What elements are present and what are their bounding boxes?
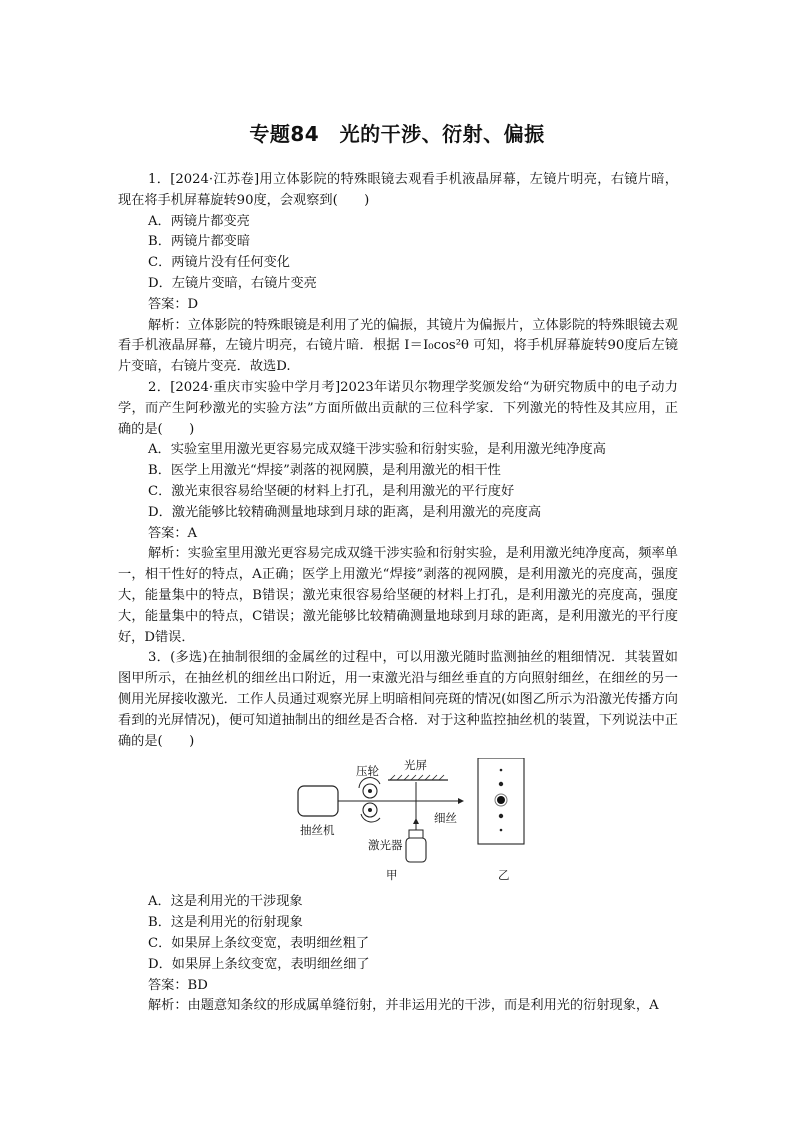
q1-option-d: D．左镜片变暗，右镜片变亮 xyxy=(148,275,317,291)
q3-analysis: 解析：由题意知条纹的形成属单缝衍射，并非运用光的干涉，而是利用光的衍射现象，A xyxy=(148,998,659,1014)
laser-device-shape xyxy=(406,838,426,862)
page-title: 专题84 光的干涉、衍射、偏振 xyxy=(249,122,545,146)
document-body xyxy=(118,170,678,1017)
q1-analysis: 解析：立体影院的特殊眼镜是利用了光的偏振，其镜片为偏振片，立体影院的特殊眼镜去观看手机液晶屏幕，左镜片明亮，右镜片暗．根据 I＝I₀cos²θ 可知，将手机屏幕旋转90度后左镜片变暗，右镜片变亮．故选D. xyxy=(118,317,678,375)
figure-a-caption: 甲 xyxy=(386,868,398,883)
q3-answer: 答案：BD xyxy=(148,977,208,993)
q2-option-b: B．医学上用激光“焊接”剥落的视网膜，是利用激光的相干性 xyxy=(148,463,501,479)
question-3-stem: 3．(多选)在抽制很细的金属丝的过程中，可以用激光随时监测抽丝的粗细情况．其装置如图甲所示，在抽丝机的细丝出口附近，用一束激光沿与细丝垂直的方向照射细丝，在细丝的另一侧用光屏接收激光．工作人员通过观察光屏上明暗相间亮斑的情况(如图乙所示为沿激光传播方向看到的光屏情况)，便可知道抽制出的细丝是否合格．对于这种监控抽丝机的装置，下列说法中正确的是( ) xyxy=(118,650,678,749)
drawing-machine-label: 抽丝机 xyxy=(300,823,335,838)
q3-option-b: B．这是利用光的衍射现象 xyxy=(148,915,303,931)
q2-answer: 答案：A xyxy=(148,525,198,541)
question-2-stem: 2．[2024·重庆市实验中学月考]2023年诺贝尔物理学奖颁发给“为研究物质中的电子动力学，而产生阿秒激光的实验方法”方面所做出贡献的三位科学家．下列激光的特性及其应用，正确的是( ) xyxy=(118,379,678,437)
figure-b-caption: 乙 xyxy=(498,868,510,883)
thin-wire-label: 细丝 xyxy=(434,811,457,826)
q2-option-a: A．实验室里用激光更容易完成双缝干涉实验和衍射实验，是利用激光纯净度高 xyxy=(148,442,606,458)
laser-label: 激光器 xyxy=(368,838,403,853)
drawing-machine-shape xyxy=(298,786,338,816)
press-wheel-label: 压轮 xyxy=(356,764,379,779)
q2-analysis: 解析：实验室里用激光更容易完成双缝干涉实验和衍射实验，是利用激光纯净度高，频率单一，相干性好的特点，A正确；医学上用激光“焊接”剥落的视网膜，是利用激光的亮度高，强度大，能量集中的特点，B错误；激光束很容易给坚硬的材料上打孔，是利用激光的亮度高，强度大，能量集中的特点，C错误；激光能够比较精确测量地球到月球的距离，是利用激光的平行度好，D错误． xyxy=(118,546,678,645)
wire-drawing-figure xyxy=(118,758,678,890)
q3-option-d: D．如果屏上条纹变宽，表明细丝细了 xyxy=(148,956,370,972)
q1-answer: 答案：D xyxy=(148,296,199,312)
question-1-stem: 1．[2024·江苏卷]用立体影院的特殊眼镜去观看手机液晶屏幕，左镜片明亮，右镜片暗，现在将手机屏幕旋转90度，会观察到( ) xyxy=(118,172,678,208)
screen-label: 光屏 xyxy=(404,758,427,773)
q1-option-b: B．两镜片都变暗 xyxy=(148,234,251,250)
q1-option-c: C．两镜片没有任何变化 xyxy=(148,255,290,271)
q2-option-d: D．激光能够比较精确测量地球到月球的距离，是利用激光的亮度高 xyxy=(148,504,542,520)
q1-option-a: A．两镜片都变亮 xyxy=(148,213,250,229)
q3-option-a: A．这是利用光的干涉现象 xyxy=(148,894,303,910)
figure-diagram xyxy=(118,758,678,890)
q3-option-c: C．如果屏上条纹变宽，表明细丝粗了 xyxy=(148,935,370,951)
q2-option-c: C．激光束很容易给坚硬的材料上打孔，是利用激光的平行度好 xyxy=(148,483,515,499)
